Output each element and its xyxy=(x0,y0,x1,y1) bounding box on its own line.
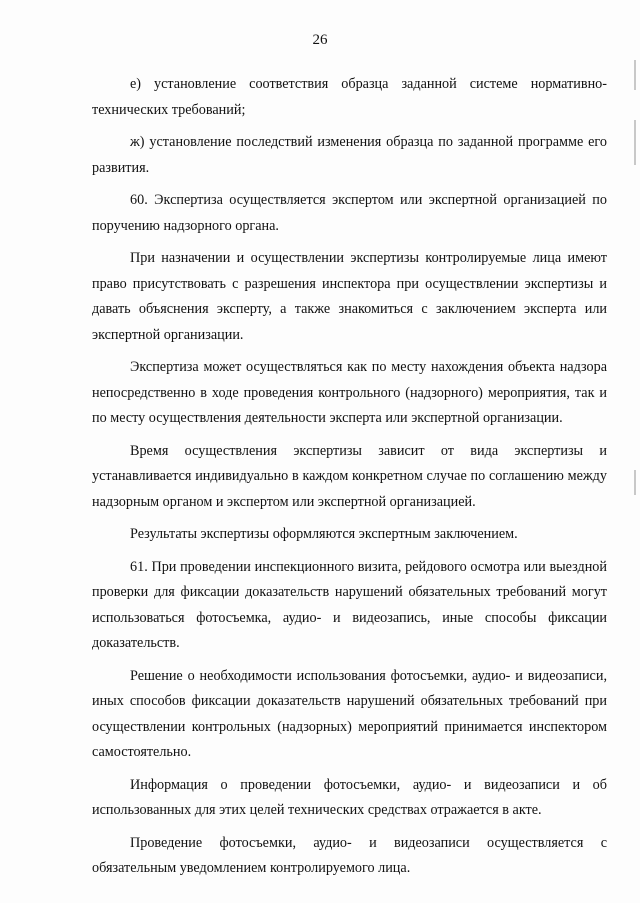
paragraph-item-zh: ж) установление последствий изменения образца по заданной программе его развития. xyxy=(92,134,607,176)
paragraph-expertise-time: Время осуществления экспертизы зависит от вида экспертизы и устанавливается индивидуально в каждом конкретном случае по соглашению между надзорным органом и экспертом или экспертной организацией. xyxy=(92,442,607,510)
paragraph-recording-notice: Проведение фотосъемки, аудио- и видеозаписи осуществляется с обязательным уведомлением контролируемого лица. xyxy=(92,834,607,876)
paragraph-expertise-results: Результаты экспертизы оформляются экспертным заключением. xyxy=(130,526,518,542)
paragraph-item-e: е) установление соответствия образца заданной системе нормативно-технических требований; xyxy=(92,76,607,118)
document-body xyxy=(92,72,607,889)
scan-edge-mark xyxy=(634,60,636,90)
scan-edge-mark xyxy=(634,470,636,495)
paragraph-60: 60. Экспертиза осуществляется экспертом или экспертной организацией по поручению надзорного органа. xyxy=(92,192,607,234)
paragraph-recording-decision: Решение о необходимости использования фотосъемки, аудио- и видеозаписи, иных способов фиксации доказательств нарушений обязательных требований при осуществлении контрольных (надзорных) мероприятий принимается инспектором самостоятельно. xyxy=(92,667,607,760)
scan-edge-mark xyxy=(634,120,636,165)
paragraph-recording-info: Информация о проведении фотосъемки, аудио- и видеозаписи и об использованных для этих целей технических средствах отражается в акте. xyxy=(92,776,607,818)
paragraph-61: 61. При проведении инспекционного визита, рейдового осмотра или выездной проверки для фиксации доказательств нарушений обязательных требований могут использоваться фотосъемка, аудио- и видеозапись, иные способы фиксации доказательств. xyxy=(92,558,607,651)
paragraph-expertise-rights: При назначении и осуществлении экспертизы контролируемые лица имеют право присутствовать с разрешения инспектора при осуществлении экспертизы и давать объяснения эксперту, а также знакомиться с заключением эксперта или экспертной организации. xyxy=(92,250,607,343)
paragraph-expertise-location: Экспертиза может осуществляться как по месту нахождения объекта надзора непосредственно в ходе проведения контрольного (надзорного) мероприятия, так и по месту осуществления деятельности эксперта или экспертной организации. xyxy=(92,359,607,426)
page-number: 26 xyxy=(312,32,328,48)
